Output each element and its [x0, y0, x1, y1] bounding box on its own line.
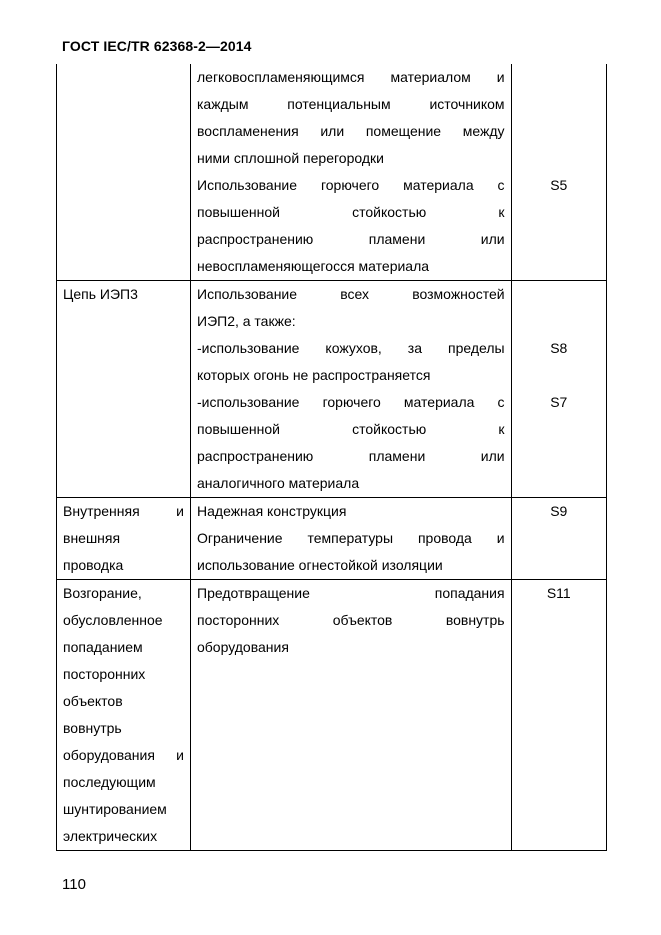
cell-line: аналогичного материала [197, 475, 360, 491]
requirements-table [56, 64, 607, 851]
cell-line: Цепь ИЭП3 [63, 286, 138, 302]
cell-line: шунтированием [63, 801, 167, 817]
table-cell-ref [511, 580, 606, 851]
cell-line: попаданием [63, 639, 143, 655]
cell-line: Возгорание, [63, 585, 142, 601]
cell-line: внешняя [63, 530, 121, 546]
cell-line: оборудования и [63, 747, 184, 763]
cell-line: объектов [63, 693, 123, 709]
cell-line: -использование кожухов, за пределы [197, 340, 505, 356]
cell-line: Предотвращение попадания [197, 585, 505, 601]
cell-line: Использование всех возможностей [197, 286, 505, 302]
cell-line: Внутренняя и [63, 503, 184, 519]
table-cell-measure [191, 498, 512, 580]
table-cell-hazard [57, 64, 191, 281]
cell-line: Ограничение температуры провода и [197, 530, 505, 546]
cell-line: повышенной стойкостью к [197, 421, 505, 437]
page-number: 110 [62, 876, 86, 893]
cell-line: распространению пламени или [197, 231, 505, 247]
cell-line: обусловленное [63, 612, 163, 628]
cell-line: последующим [63, 774, 156, 790]
table-row [57, 64, 607, 281]
table-cell-measure [191, 281, 512, 498]
ref-code: S8 [550, 340, 568, 356]
table-row [57, 281, 607, 498]
cell-line: повышенной стойкостью к [197, 204, 505, 220]
cell-line: электрических [63, 828, 158, 844]
cell-line: посторонних объектов вовнутрь [197, 612, 505, 628]
ref-code: S9 [550, 503, 568, 519]
cell-line: посторонних [63, 666, 146, 682]
table-row [57, 498, 607, 580]
ref-code: S5 [550, 177, 568, 193]
table-cell-hazard [57, 281, 191, 498]
cell-line: невоспламеняющегосся материала [197, 258, 430, 274]
cell-line: ними сплошной перегородки [197, 150, 384, 166]
ref-code: S7 [550, 394, 568, 410]
cell-line: Использование горючего материала с [197, 177, 505, 193]
table-cell-ref [511, 498, 606, 580]
cell-line: вовнутрь [63, 720, 122, 736]
document-header: ГОСТ IEC/TR 62368-2—2014 [62, 38, 252, 54]
cell-line: использование огнестойкой изоляции [197, 557, 443, 573]
table-cell-ref [511, 281, 606, 498]
cell-line: оборудования [197, 639, 289, 655]
cell-line: легковоспламеняющимся материалом и [197, 69, 505, 85]
table-cell-hazard [57, 498, 191, 580]
cell-line: воспламенения или помещение между [197, 123, 505, 139]
table-cell-measure [191, 580, 512, 851]
cell-line: которых огонь не распространяется [197, 367, 431, 383]
ref-code: S11 [546, 585, 571, 601]
cell-line: -использование горючего материала с [197, 394, 505, 410]
cell-line: ИЭП2, а также: [197, 313, 296, 329]
cell-line: распространению пламени или [197, 448, 505, 464]
cell-line: Надежная конструкция [197, 503, 347, 519]
table-cell-hazard [57, 580, 191, 851]
table-cell-measure [191, 64, 512, 281]
table-cell-ref [511, 64, 606, 281]
cell-line: проводка [63, 557, 124, 573]
cell-line: каждым потенциальным источником [197, 96, 505, 112]
table-row [57, 580, 607, 851]
